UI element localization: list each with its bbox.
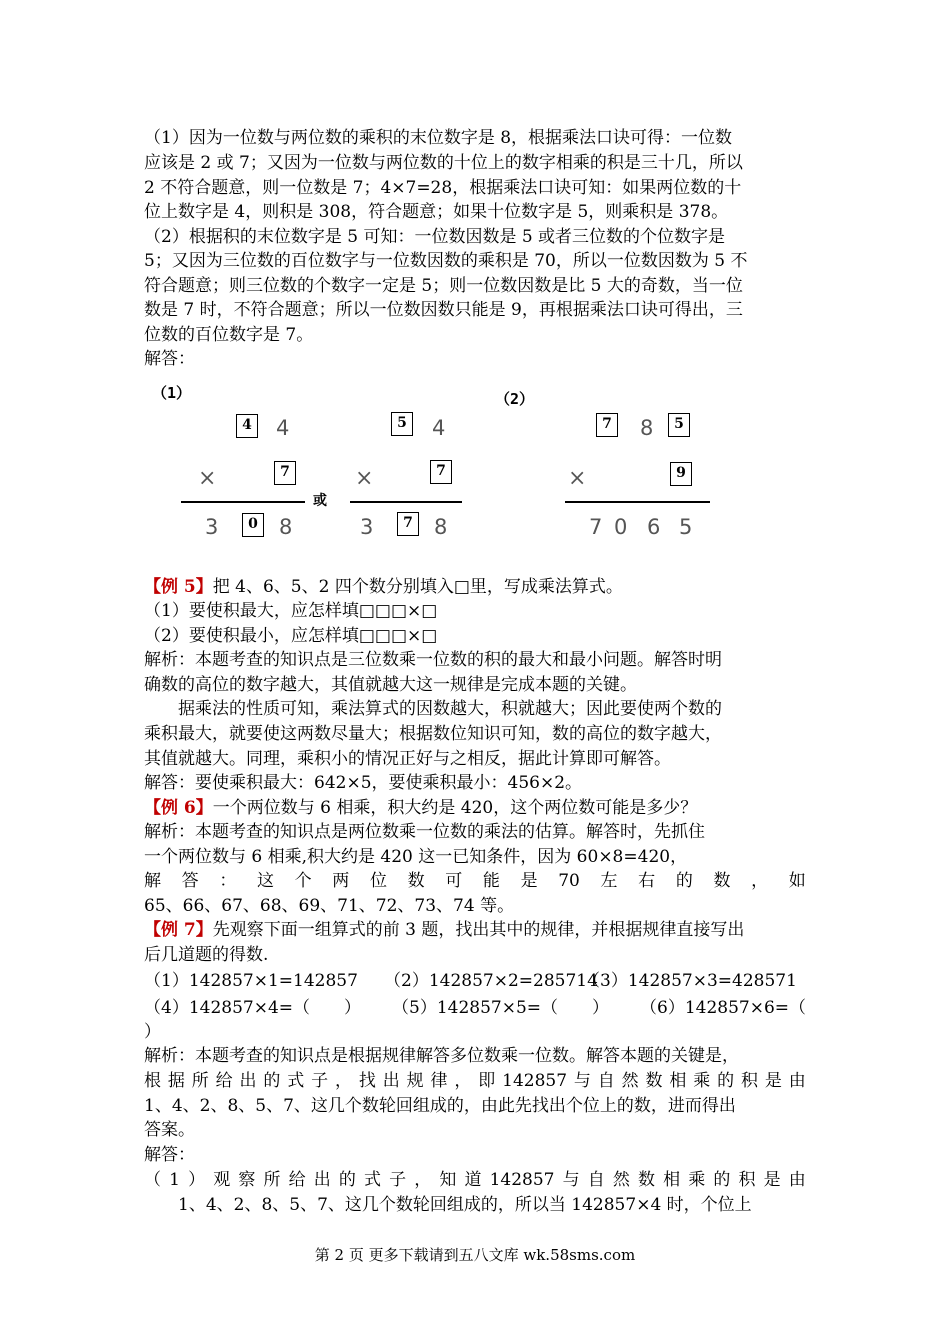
equation: （6）142857×6=（ [640, 998, 807, 1018]
text-token: 据 [167, 1071, 185, 1091]
text-token: 个 [294, 871, 312, 891]
text-token: 两 [332, 871, 350, 891]
example-tag: 【例 6】 [144, 798, 213, 818]
text-line: 解答： [144, 1145, 195, 1165]
digit: 3 [205, 515, 219, 539]
text-line: （1）因为一位数与两位数的乘积的末位数字是 8，根据乘法口诀可得：一位数 [144, 128, 733, 148]
digit-box: 4 [236, 414, 258, 438]
text-token: 与 [562, 1170, 580, 1190]
digit-box: 7 [397, 512, 419, 536]
digit-box: 0 [242, 513, 264, 537]
times-sign: × [568, 466, 587, 491]
digit-box: 9 [670, 462, 692, 486]
example-tag: 【例 5】 [144, 577, 213, 597]
justified-line [144, 1069, 806, 1093]
digit-box: 5 [391, 412, 413, 436]
equation: ） [144, 1022, 161, 1042]
text-token: 70 [558, 871, 580, 891]
text-token: 142857 [502, 1071, 568, 1091]
text-token: 道 [464, 1170, 482, 1190]
text-token: 所 [191, 1071, 209, 1091]
text-token: 知 [439, 1170, 457, 1190]
example-7-title: 【例 7】先观察下面一组算式的前 3 题，找出其中的规律，并根据规律直接写出 [144, 920, 745, 940]
text-token: 142857 [489, 1170, 555, 1190]
text-token: 给 [288, 1170, 306, 1190]
digit-box: 7 [596, 413, 618, 437]
text-token: 的 [263, 1071, 281, 1091]
text-token: 观 [213, 1170, 231, 1190]
text-token: 位 [369, 871, 387, 891]
text-line: 解析：本题考查的知识点是三位数乘一位数的积的最大和最小问题。解答时明 [144, 650, 722, 670]
text-token: 式 [363, 1170, 381, 1190]
text-token: 式 [287, 1071, 305, 1091]
text-token: 数 [407, 871, 425, 891]
text-line: 65、66、67、68、69、71、72、73、74 等。 [144, 896, 515, 916]
text-token: ： [219, 871, 237, 891]
digit: 8 [279, 515, 293, 539]
text-token: 是 [520, 871, 538, 891]
text-token: 出 [239, 1071, 257, 1091]
or-label: 或 [313, 493, 327, 509]
text-token: 然 [612, 1170, 630, 1190]
text-token: 数 [713, 871, 731, 891]
result-line [350, 501, 462, 503]
digit: 6 [647, 515, 661, 539]
text-token: 由 [788, 1071, 806, 1091]
text-token: 的 [713, 1170, 731, 1190]
text-token: 律 [430, 1071, 448, 1091]
times-sign: × [355, 466, 374, 491]
result-line [565, 501, 710, 503]
text-token: 的 [338, 1170, 356, 1190]
digit-box: 5 [668, 413, 690, 437]
equation: （5）142857×5=（ ） [392, 998, 610, 1018]
text-token: 数 [637, 1170, 655, 1190]
text-token: 这 [256, 871, 274, 891]
text-token: ， [751, 871, 769, 891]
text-token: 子 [311, 1071, 329, 1091]
times-sign: × [198, 466, 217, 491]
text-token: 出 [313, 1170, 331, 1190]
equation: （3）142857×3=428571 [583, 971, 797, 991]
text-token: 根 [144, 1071, 161, 1091]
text-token: 相 [663, 1170, 681, 1190]
text-line: 答案。 [144, 1120, 195, 1140]
text-token: 相 [669, 1071, 687, 1091]
example-5-title: 【例 5】把 4、6、5、2 四个数分别填入□里，写成乘法算式。 [144, 577, 623, 597]
text-token: 如 [788, 871, 806, 891]
text-line: 数是 7 时，不符合题意；所以一位数因数只能是 9，再根据乘法口诀可得出，三 [144, 300, 743, 320]
text-token: 数 [645, 1071, 663, 1091]
text-token: 规 [406, 1071, 424, 1091]
digit: 4 [276, 416, 290, 440]
example-6-title: 【例 6】一个两位数与 6 相乘，积大约是 420，这个两位数可能是多少？ [144, 798, 698, 818]
text-token: ） [188, 1170, 206, 1190]
text-token: 是 [764, 1071, 782, 1091]
text-line: 解答： [144, 349, 195, 369]
text-token: 积 [738, 1170, 756, 1190]
text-line: 解析：本题考查的知识点是根据规律解答多位数乘一位数。解答本题的关键是， [144, 1046, 739, 1066]
text-token: 出 [382, 1071, 400, 1091]
text-token: 1 [169, 1170, 180, 1190]
text-line: 2 不符合题意，则一位数是 7；4×7=28，根据乘法口诀可知：如果两位数的十 [144, 178, 742, 198]
result-line [181, 501, 305, 503]
text-token: 察 [238, 1170, 256, 1190]
justified-line [144, 1168, 806, 1192]
text-token: 即 [478, 1071, 496, 1091]
text-token: 由 [788, 1170, 806, 1190]
text-line: 符合题意；则三位数的个数字一定是 5；则一位数因数是比 5 大的奇数，当一位 [144, 276, 743, 296]
text-token: ， [335, 1071, 352, 1091]
text-token: 的 [717, 1071, 735, 1091]
page-footer: 第 2 页 更多下载请到五八文库 wk.58sms.com [314, 1246, 636, 1264]
text-line: 确数的高位的数字越大，其值就越大这一规律是完成本题的关键。 [144, 675, 637, 695]
text-line: 1、4、2、8、5、7、这几个数轮回组成的，由此先找出个位上的数，进而得出 [144, 1096, 736, 1116]
text-token: 答 [181, 871, 199, 891]
text-token: 与 [573, 1071, 591, 1091]
figure-label-1: （1） [152, 384, 192, 402]
text-line: 位数的百位数字是 7。 [144, 325, 314, 345]
digit-box: 7 [430, 460, 452, 484]
equation: （2）142857×2=285714 [384, 971, 598, 991]
text-token: 可 [445, 871, 463, 891]
text-line: 应该是 2 或 7；又因为一位数与两位数的十位上的数字相乘的积是三十几，所以 [144, 153, 743, 173]
text-token: 子 [389, 1170, 407, 1190]
digit: 7 [589, 515, 603, 539]
text-token: 然 [621, 1071, 639, 1091]
text-line: 后几道题的得数. [144, 945, 269, 965]
digit: 8 [434, 515, 448, 539]
text-token: 给 [215, 1071, 233, 1091]
text-line: 据乘法的性质可知，乘法算式的因数越大，积就越大；因此要使两个数的 [178, 699, 722, 719]
justified-line [144, 869, 806, 893]
digit-box: 7 [274, 461, 296, 485]
text-token: （ [144, 1170, 161, 1190]
text-token: 积 [741, 1071, 759, 1091]
text-token: 所 [263, 1170, 281, 1190]
text-line: 5；又因为三位数的百位数字与一位数因数的乘积是 70，所以一位数因数为 5 不 [144, 251, 748, 271]
text-token: 乘 [693, 1071, 711, 1091]
text-line: （2）根据积的末位数字是 5 可知：一位数因数是 5 或者三位数的个位数字是 [144, 227, 726, 247]
text-line: 解答：要使乘积最大：642×5，要使乘积最小：456×2。 [144, 773, 583, 793]
text-token: 是 [763, 1170, 781, 1190]
example-tag: 【例 7】 [144, 920, 213, 940]
digit: 4 [432, 416, 446, 440]
text-line: 一个两位数与 6 相乘,积大约是 420 这一已知条件，因为 60×8=420， [144, 847, 688, 867]
text-token: 自 [597, 1071, 615, 1091]
text-token: 的 [675, 871, 693, 891]
text-token: ， [414, 1170, 432, 1190]
text-line: 乘积最大，就要使这两数尽量大；根据数位知识可知，数的高位的数字越大， [144, 724, 722, 744]
figure-label-2: （2） [495, 390, 535, 408]
text-line: 其值就越大。同理，乘积小的情况正好与之相反，据此计算即可解答。 [144, 749, 671, 769]
text-token: 乘 [688, 1170, 706, 1190]
text-line: （1）要使积最大，应怎样填□□□×□ [144, 601, 438, 621]
text-line: （2）要使积最小，应怎样填□□□×□ [144, 626, 438, 646]
text-token: 能 [482, 871, 500, 891]
text-token: 右 [638, 871, 656, 891]
text-token: 解 [144, 871, 161, 891]
text-line: 1、4、2、8、5、7、这几个数轮回组成的，所以当 142857×4 时，个位上 [178, 1195, 752, 1215]
digit: 5 [679, 515, 693, 539]
text-token: 找 [358, 1071, 376, 1091]
equation: （4）142857×4=（ ） [144, 998, 362, 1018]
digit: 8 [640, 416, 654, 440]
text-token: 左 [600, 871, 618, 891]
digit: 0 [614, 515, 628, 539]
text-token: ， [454, 1071, 472, 1091]
text-line: 位上数字是 4，则积是 308，符合题意；如果十位数字是 5，则乘积是 378。 [144, 202, 729, 222]
digit: 3 [360, 515, 374, 539]
text-line: 解析：本题考查的知识点是两位数乘一位数的乘法的估算。解答时，先抓住 [144, 822, 705, 842]
equation: （1）142857×1=142857 [144, 971, 358, 991]
text-token: 自 [587, 1170, 605, 1190]
